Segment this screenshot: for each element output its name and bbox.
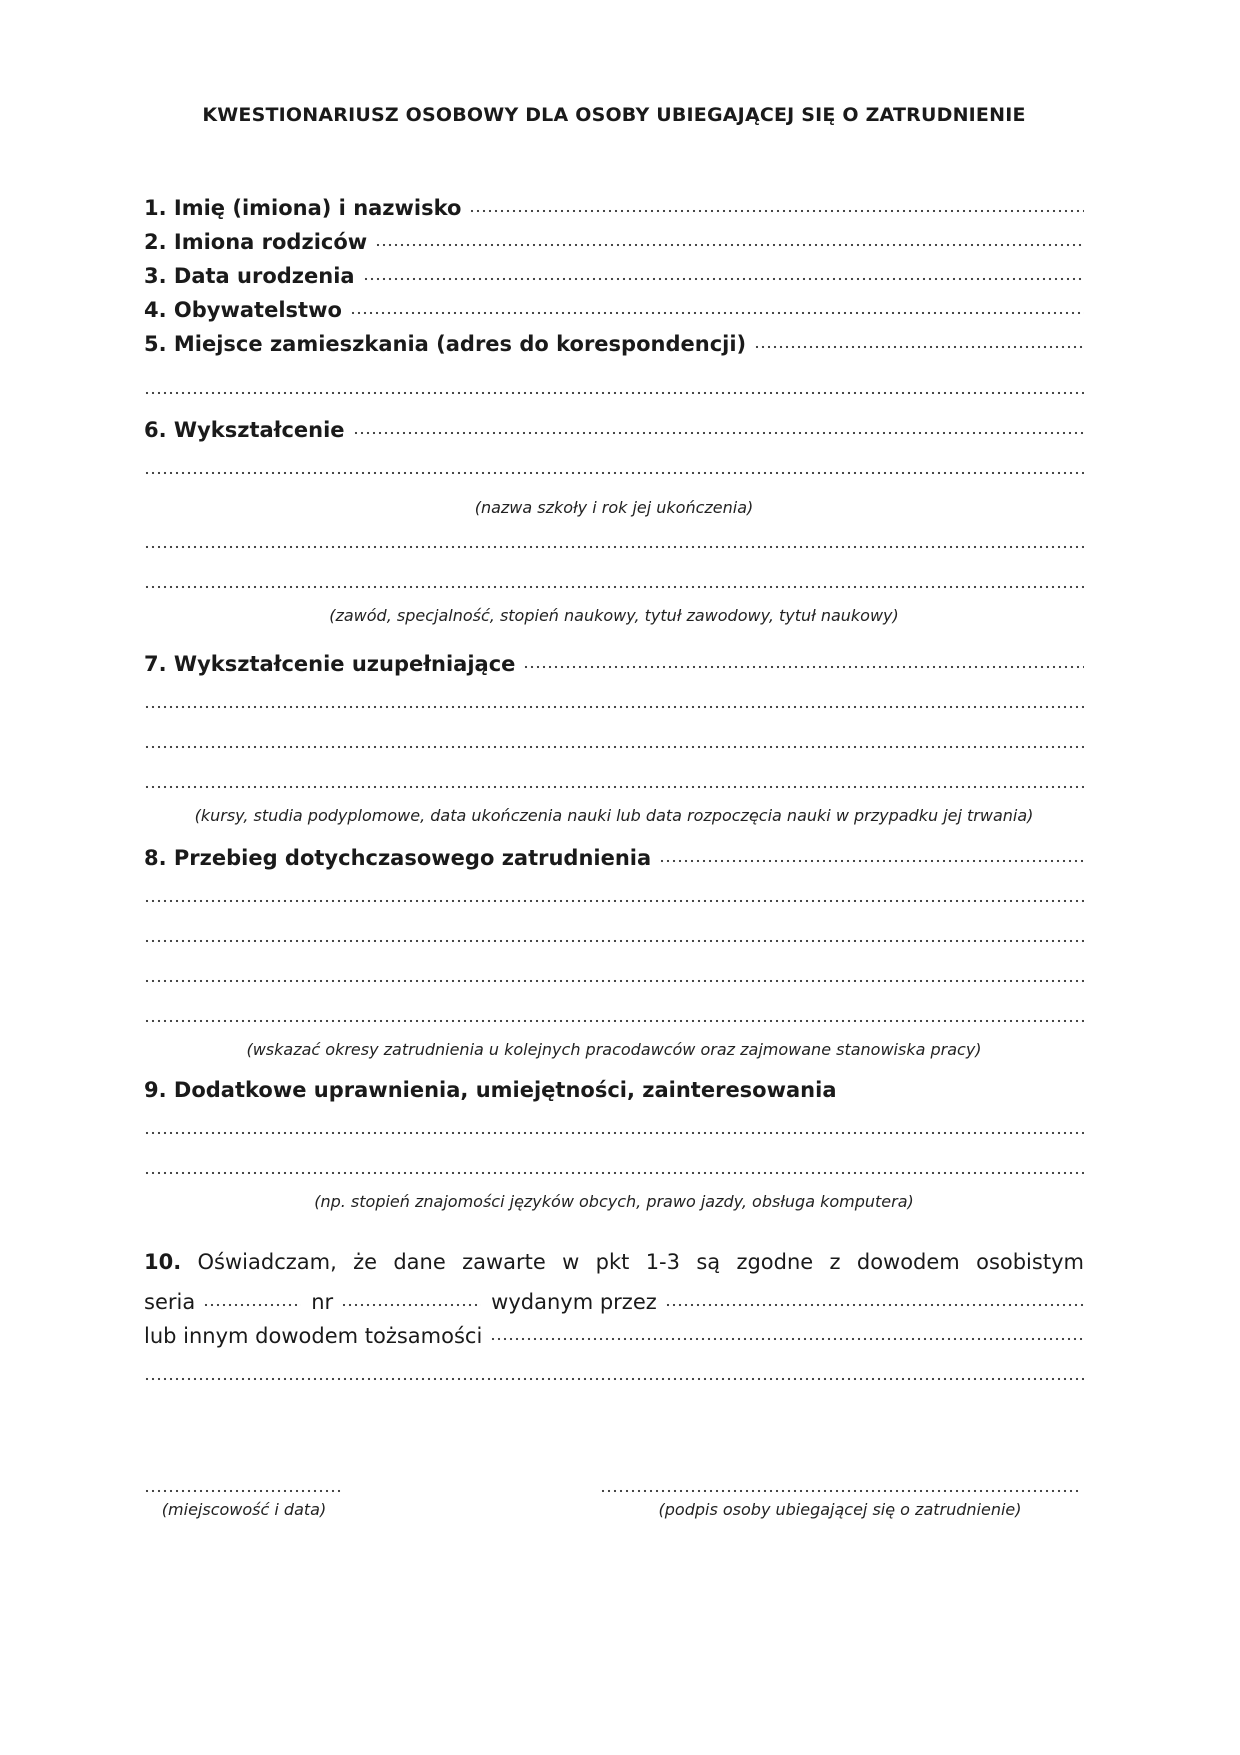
field-employment-history-blank-5[interactable]	[144, 1018, 1084, 1024]
field-skills-blank-2[interactable]	[144, 1130, 1084, 1136]
hint-skills: (np. stopień znajomości języków obcych, prawo jazdy, obsługa komputera)	[314, 1192, 914, 1211]
signature-blank[interactable]	[600, 1488, 1080, 1494]
field-employment-history-line-2[interactable]	[144, 880, 1084, 910]
field-birth-date[interactable]	[144, 258, 1084, 288]
declaration-blank-4[interactable]	[144, 1376, 1084, 1382]
field-skills[interactable]	[144, 1072, 1084, 1102]
field-citizenship-label: 4. Obywatelstwo	[144, 298, 342, 322]
field-parents-names[interactable]	[144, 224, 1084, 254]
field-address-blank-2[interactable]	[144, 390, 1084, 396]
field-additional-education-blank-3[interactable]	[144, 744, 1084, 750]
declaration-word: osobistym	[976, 1250, 1084, 1274]
hint-employment: (wskazać okresy zatrudnienia u kolejnych pracodawców oraz zajmowane stanowiska pracy)	[246, 1040, 982, 1059]
field-additional-education-line-3[interactable]	[144, 726, 1084, 756]
declaration-word: dowodem	[856, 1250, 960, 1274]
field-parents-names-blank[interactable]	[375, 242, 1084, 248]
field-education-blank-2[interactable]	[144, 470, 1084, 476]
declaration-line-4[interactable]	[144, 1358, 1084, 1388]
seria-label: seria	[144, 1290, 196, 1314]
field-additional-education-line-4[interactable]	[144, 766, 1084, 796]
field-citizenship[interactable]	[144, 292, 1084, 322]
field-employment-history-blank-2[interactable]	[144, 898, 1084, 904]
field-employment-history[interactable]	[144, 840, 1084, 870]
field-employment-history-label: 8. Przebieg dotychczasowego zatrudnienia	[144, 846, 652, 870]
field-address-blank[interactable]	[754, 344, 1084, 350]
declaration-word: w	[562, 1250, 580, 1274]
field-education-blank[interactable]	[353, 430, 1084, 436]
form-title: KWESTIONARIUSZ OSOBOWY DLA OSOBY UBIEGAJĄCEJ SIĘ O ZATRUDNIENIE	[202, 104, 1026, 126]
field-employment-history-blank-3[interactable]	[144, 938, 1084, 944]
issued-by-label: wydanym przez	[491, 1290, 657, 1314]
declaration-id-line[interactable]	[144, 1284, 1084, 1314]
declaration-word: zawarte	[462, 1250, 546, 1274]
hint-courses: (kursy, studia podyplomowe, data ukończenia nauki lub data rozpoczęcia nauki w przypadku jej trwania)	[194, 806, 1034, 825]
field-education-line-3[interactable]	[144, 526, 1084, 556]
declaration-word: Oświadczam,	[197, 1250, 337, 1274]
other-id-label: lub innym dowodem tożsamości	[144, 1324, 483, 1348]
field-education[interactable]	[144, 412, 1084, 442]
seria-blank[interactable]	[203, 1302, 301, 1308]
field-skills-blank-3[interactable]	[144, 1170, 1084, 1176]
signature-caption: (podpis osoby ubiegającej się o zatrudnienie)	[658, 1500, 1022, 1519]
field-address-label: 5. Miejsce zamieszkania (adres do korespondencji)	[144, 332, 747, 356]
declaration-word: zgodne	[736, 1250, 814, 1274]
declaration-word: z	[829, 1250, 841, 1274]
field-education-line-2[interactable]	[144, 452, 1084, 482]
nr-label: nr	[311, 1290, 334, 1314]
field-birth-date-blank[interactable]	[363, 276, 1084, 282]
nr-blank[interactable]	[341, 1302, 481, 1308]
field-citizenship-blank[interactable]	[350, 310, 1084, 316]
field-additional-education[interactable]	[144, 646, 1084, 676]
field-full-name-label: 1. Imię (imiona) i nazwisko	[144, 196, 462, 220]
field-additional-education-blank[interactable]	[523, 664, 1084, 670]
field-employment-history-blank[interactable]	[659, 858, 1084, 864]
declaration-word: dane	[393, 1250, 446, 1274]
declaration-number: 10.	[144, 1250, 182, 1274]
issued-by-blank[interactable]	[665, 1302, 1084, 1308]
declaration-word: są	[696, 1250, 721, 1274]
field-additional-education-blank-2[interactable]	[144, 704, 1084, 710]
field-employment-history-line-4[interactable]	[144, 960, 1084, 990]
declaration-word: pkt	[595, 1250, 630, 1274]
declaration-word: 1-3	[645, 1250, 680, 1274]
field-education-blank-4[interactable]	[144, 584, 1084, 590]
place-date-caption: (miejscowość i data)	[161, 1500, 327, 1519]
field-employment-history-blank-4[interactable]	[144, 978, 1084, 984]
field-education-blank-3[interactable]	[144, 544, 1084, 550]
field-additional-education-label: 7. Wykształcenie uzupełniające	[144, 652, 516, 676]
field-address[interactable]	[144, 326, 1084, 356]
field-additional-education-blank-4[interactable]	[144, 784, 1084, 790]
field-additional-education-line-2[interactable]	[144, 686, 1084, 716]
field-education-line-4[interactable]	[144, 566, 1084, 596]
other-id-blank[interactable]	[490, 1336, 1084, 1342]
field-employment-history-line-5[interactable]	[144, 1000, 1084, 1030]
declaration-line-1	[144, 1250, 1084, 1274]
place-date-blank[interactable]	[144, 1488, 342, 1494]
field-full-name-blank[interactable]	[469, 208, 1084, 214]
field-parents-names-label: 2. Imiona rodziców	[144, 230, 368, 254]
field-birth-date-label: 3. Data urodzenia	[144, 264, 355, 288]
field-education-label: 6. Wykształcenie	[144, 418, 345, 442]
field-full-name[interactable]	[144, 190, 1084, 220]
declaration-other-id-line[interactable]	[144, 1318, 1084, 1348]
field-skills-line-2[interactable]	[144, 1112, 1084, 1142]
declaration-word: że	[353, 1250, 378, 1274]
field-address-line-2[interactable]	[144, 372, 1084, 402]
field-skills-line-3[interactable]	[144, 1152, 1084, 1182]
hint-school: (nazwa szkoły i rok jej ukończenia)	[474, 498, 754, 517]
hint-profession: (zawód, specjalność, stopień naukowy, tytuł zawodowy, tytuł naukowy)	[329, 606, 899, 625]
field-skills-label: 9. Dodatkowe uprawnienia, umiejętności, zainteresowania	[144, 1078, 837, 1102]
field-employment-history-line-3[interactable]	[144, 920, 1084, 950]
